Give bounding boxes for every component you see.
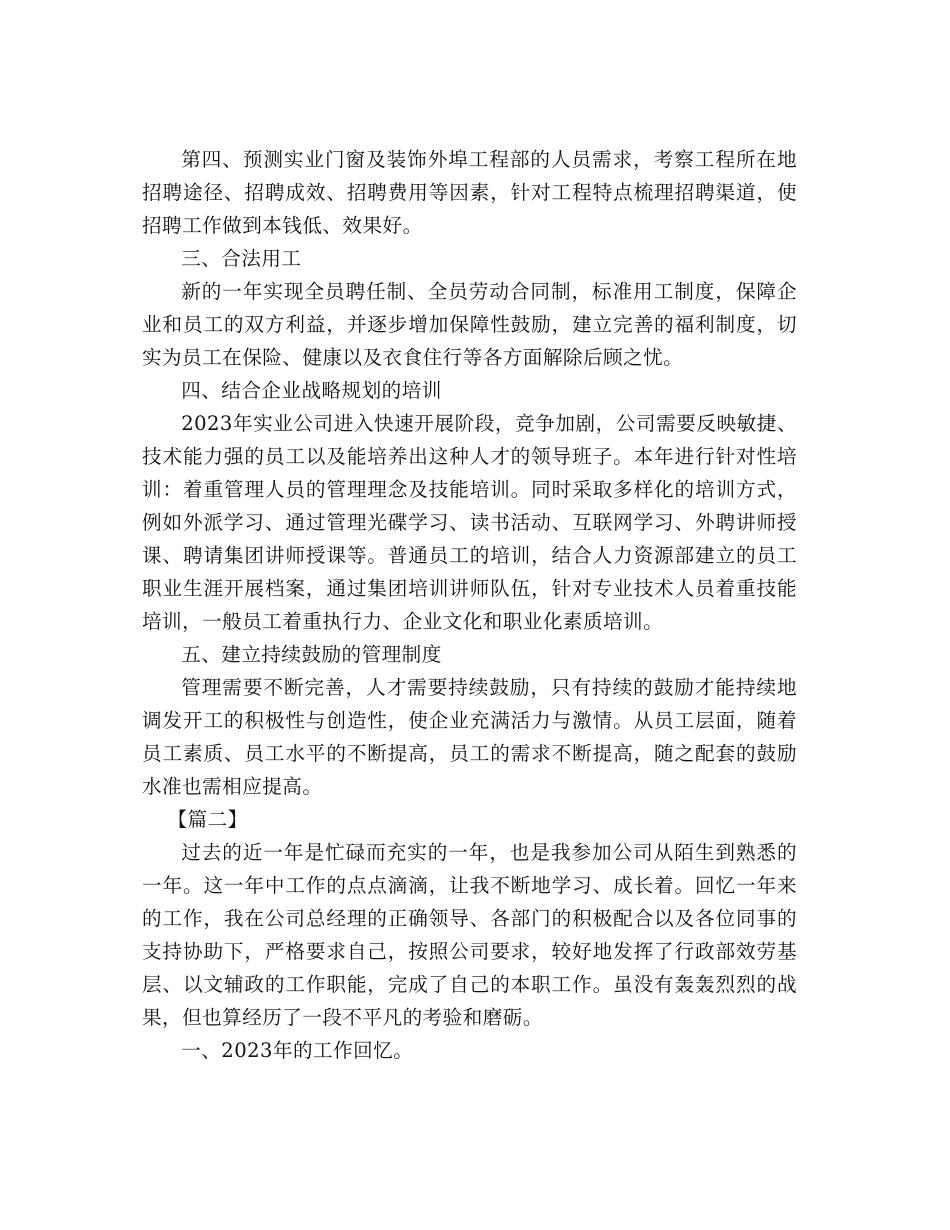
paragraph-year-summary: 过去的近一年是忙碌而充实的一年，也是我参加公司从陌生到熟悉的一年。这一年中工作的点点滴滴，让我不断地学习、成长着。回忆一年来的工作，我在公司总经理的正确领导、各部门的积极配合以及各位同事的支持协助下，严格要求自己，按照公司要求，较好地发挥了行政部效劳基层、以文辅政的工作职能，完成了自己的本职工作。虽没有轰轰烈烈的战果，但也算经历了一段不平凡的考验和磨砺。 bbox=[142, 841, 797, 1029]
section-heading-legal-employment: 三、合法用工 bbox=[181, 247, 302, 270]
section-heading-incentive-system: 五、建立持续鼓励的管理制度 bbox=[181, 643, 442, 666]
section-heading-training: 四、结合企业战略规划的培训 bbox=[181, 379, 442, 402]
part-two-marker: 【篇二】 bbox=[167, 808, 248, 831]
paragraph-training: 2023年实业公司进入快速开展阶段，竞争加剧，公司需要反映敏捷、技术能力强的员工以及能培养出这种人才的领导班子。本年进行针对性培训：着重管理人员的管理理念及技能培训。同时采取多样化的培训方式，例如外派学习、通过管理光碟学习、读书活动、互联网学习、外聘讲师授课、聘请集团讲师授课等。普通员工的培训，结合人力资源部建立的员工职业生涯开展档案，通过集团培训讲师队伍，针对专业技术人员着重技能培训，一般员工着重执行力、企业文化和职业化素质培训。 bbox=[142, 412, 797, 633]
paragraph-recruitment-forecast: 第四、预测实业门窗及装饰外埠工程部的人员需求，考察工程所在地招聘途径、招聘成效、招聘费用等因素，针对工程特点梳理招聘渠道，使招聘工作做到本钱低、效果好。 bbox=[142, 148, 797, 237]
document-body bbox=[142, 143, 797, 1067]
section-heading-work-review: 一、2023年的工作回忆。 bbox=[181, 1039, 414, 1062]
paragraph-legal-employment: 新的一年实现全员聘任制、全员劳动合同制，标准用工制度，保障企业和员工的双方利益，并逐步增加保障性鼓励，建立完善的福利制度，切实为员工在保险、健康以及衣食住行等各方面解除后顾之忧。 bbox=[142, 280, 797, 369]
paragraph-incentive-system: 管理需要不断完善，人才需要持续鼓励，只有持续的鼓励才能持续地调发开工的积极性与创造性，使企业充满活力与激情。从员工层面，随着员工素质、员工水平的不断提高，员工的需求不断提高，随之配套的鼓励水准也需相应提高。 bbox=[142, 676, 797, 798]
